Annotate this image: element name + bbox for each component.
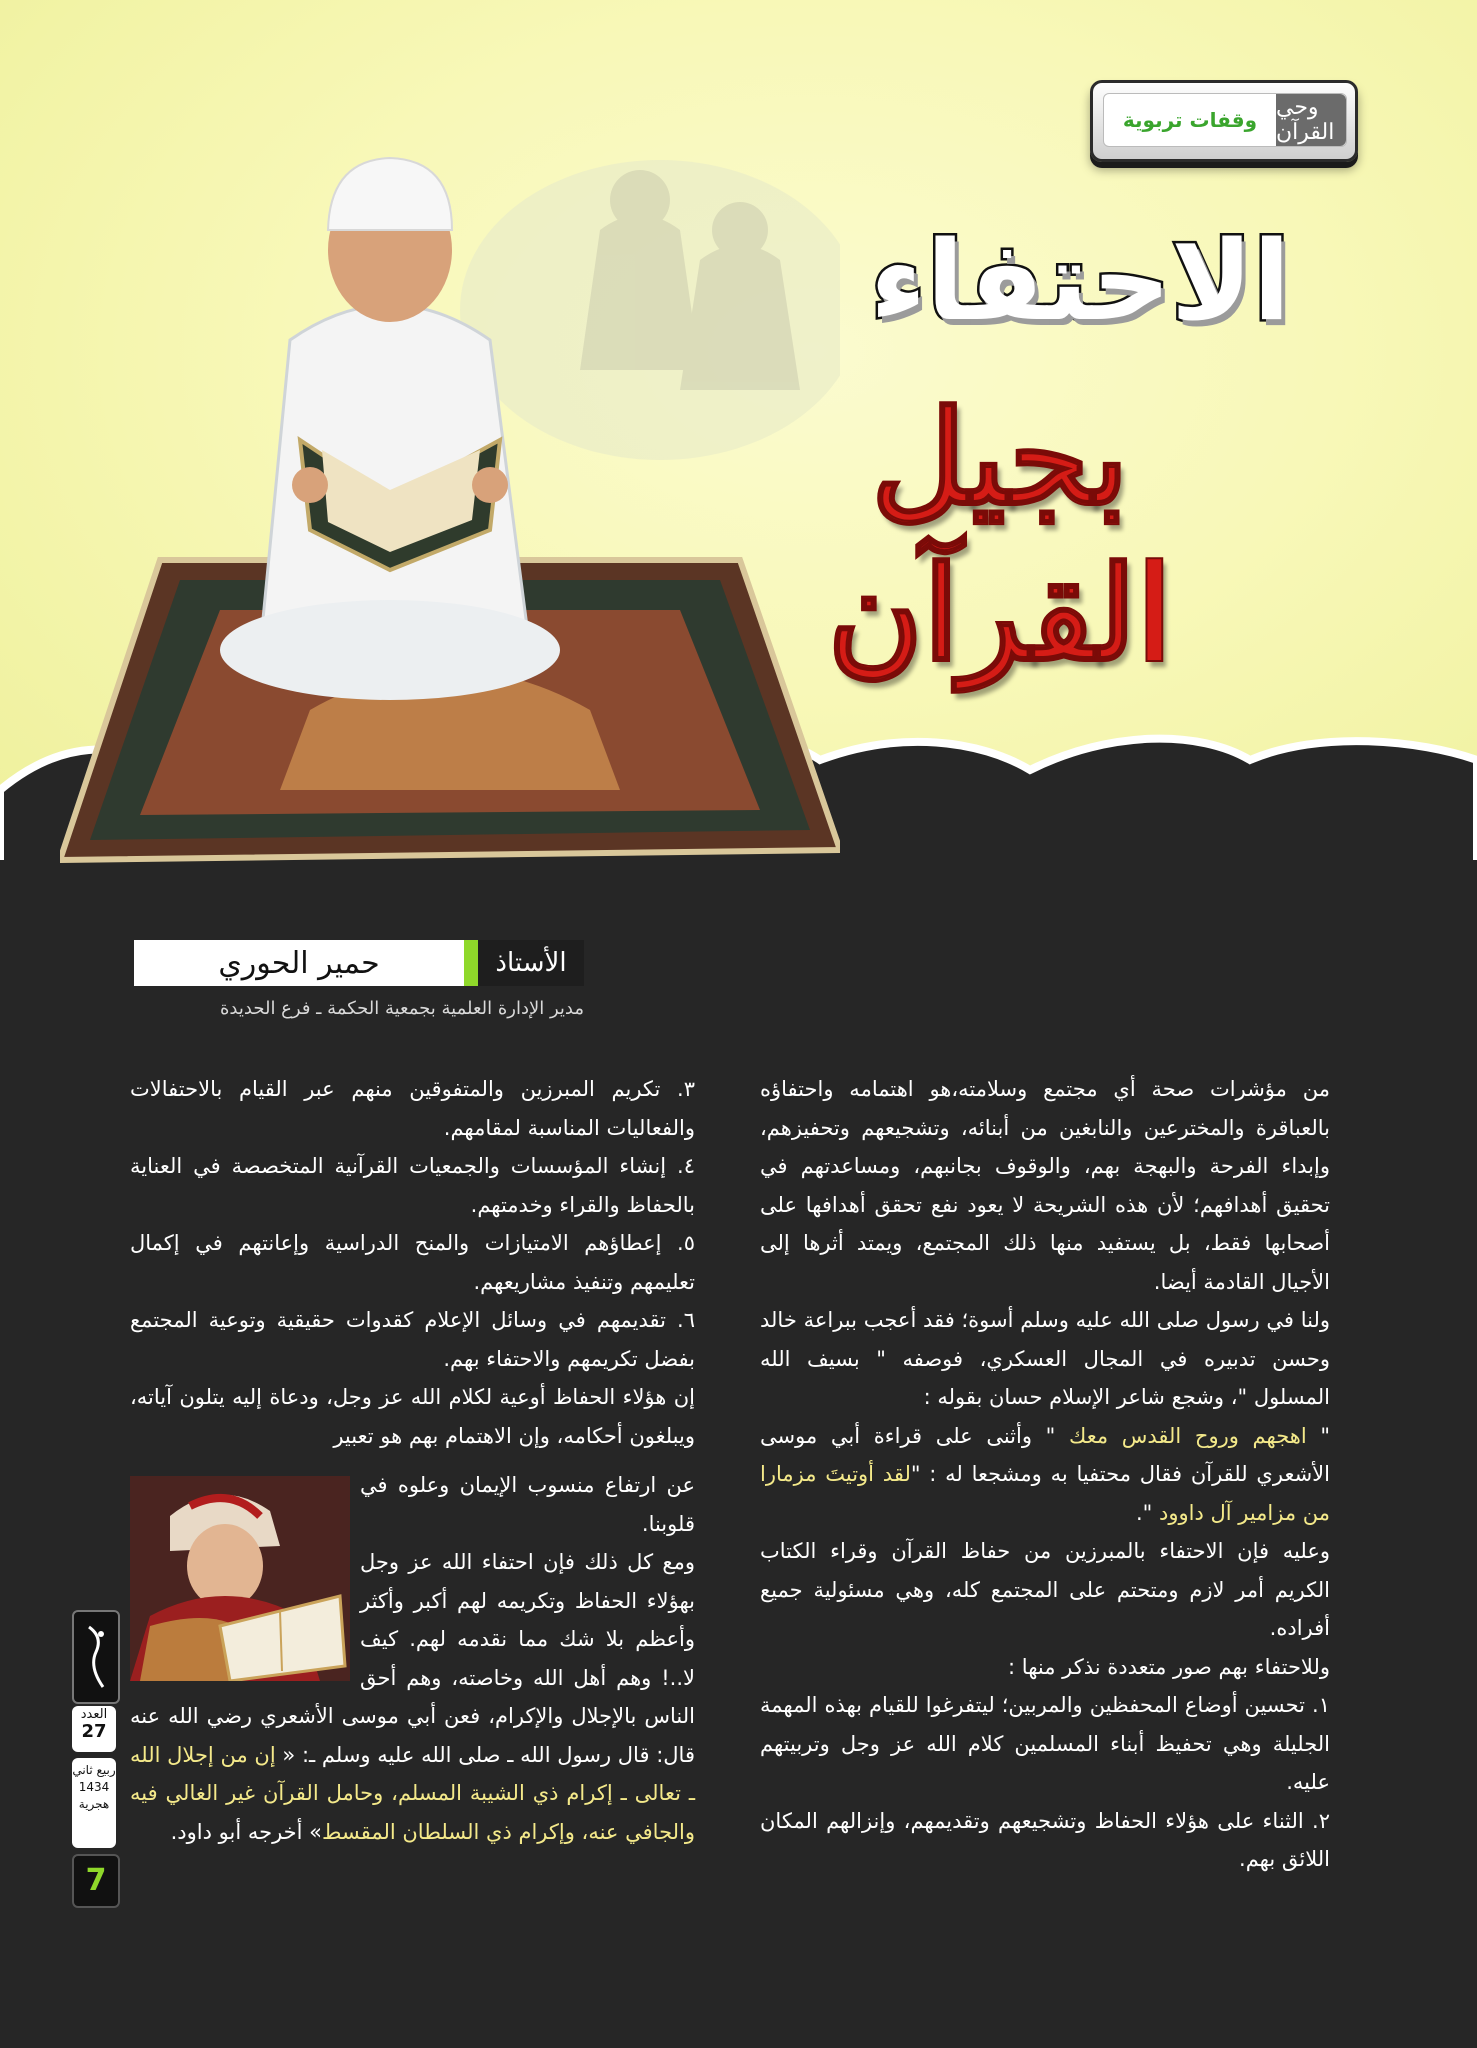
hadith-source: » أخرجه أبو داود. <box>170 1819 323 1844</box>
list-item: ٤. إنشاء المؤسسات والجمعيات القرآنية المتخصصة في العناية بالحفاظ والقراء وخدمتهم. <box>130 1154 695 1217</box>
section-badge-inner <box>1103 93 1347 147</box>
issue-number: 27 <box>81 1721 107 1742</box>
magazine-logo-tab <box>72 1610 120 1704</box>
paragraph: من مؤشرات صحة أي مجتمع وسلامته،هو اهتمامه واحتفاؤه بالعباقرة والمخترعين والنابغين من أبنائه، وتشجيعهم وتحفيزهم، وإبداء الفرحة والبهجة بهم، والوقوف بجانبهم، ومساعدتهم في تحقيق أهدافهم؛ لأن هذه الشريحة لا يعود نفع تحقق أهدافها على أصحابها فقط، بل يستفيد منها ذلك المجتمع، ويمتد أثرها إلى الأجيال القادمة أيضا. <box>760 1077 1330 1294</box>
hadith-highlight: إن من إجلال الله ـ تعالى ـ إكرام ذي الشيبة المسلم، وحامل القرآن غير الغالي فيه والجافي عنه، وإكرام ذي السلطان المقسط <box>130 1742 695 1844</box>
author-accent <box>464 940 478 986</box>
paragraph: وللاحتفاء بهم صور متعددة نذكر منها : <box>1008 1654 1330 1679</box>
issue-tab <box>72 1706 116 1752</box>
author-prefix: الأستاذ <box>478 940 584 986</box>
paragraph: ولنا في رسول صلى الله عليه وسلم أسوة؛ فقد أعجب ببراعة خالد وحسن تدبيره في المجال العسكري، فوصفه " بسيف الله المسلول "، وشجع شاعر الإسلام حسان بقوله : <box>760 1308 1330 1409</box>
paragraph: عن ارتفاع منسوب الإيمان وعلوه في قلوبنا. <box>360 1473 695 1536</box>
magazine-logo-icon <box>81 1622 111 1692</box>
paragraph: إن هؤلاء الحفاظ أوعية لكلام الله عز وجل، ودعاة إليه يتلون آياته، ويبلغون أحكامه، وإن الاهتمام بهم هو تعبير <box>130 1385 695 1448</box>
list-item: ٥. إعطاؤهم الامتيازات والمنح الدراسية وإعانتهم في إكمال تعليمهم وتنفيذ مشاريعهم. <box>130 1231 695 1294</box>
list-item: ٢. الثناء على هؤلاء الحفاظ وتشجيعهم وتقديمهم، وإنزالهم المكان اللائق بهم. <box>760 1808 1330 1871</box>
hadith-intro: ومع كل ذلك فإن احتفاء الله عز وجل بهؤلاء الحفاظ وتكريمه لهم أكبر وأكثر وأعظم بلا شك مما نقدمه لهم. كيف لا..! وهم أهل الله وخاصته، وهم أحق الناس بالإجلال والإكرام، فعن أبي موسى الأشعري رضي الله عنه قال: قال رسول الله ـ صلى الله عليه وسلم ـ: « <box>130 1550 695 1767</box>
section-badge <box>1090 80 1358 162</box>
article-column-left-top <box>130 1070 695 1455</box>
list-item: ١. تحسين أوضاع المحفظين والمربين؛ ليتفرغوا للقيام بهذه المهمة الجليلة وهي تحفيظ أبناء المسلمين كلام الله عز وجل وتربيتهم عليه. <box>760 1693 1330 1794</box>
child-reading-photo <box>130 1476 350 1681</box>
page-number: 7 <box>72 1854 120 1908</box>
title-line-1: الاحتفاء <box>870 217 1291 345</box>
quote-highlight: اهجهم وروح القدس معك <box>1069 1423 1307 1448</box>
list-item: ٣. تكريم المبرزين والمتفوقين منهم عبر القيام بالاحتفالات والفعاليات المناسبة لمقامهم. <box>130 1077 695 1140</box>
date-month: ربيع ثاني <box>72 1763 116 1777</box>
article-column-right <box>760 1070 1330 1879</box>
section-label: وقفات تربوية <box>1122 108 1258 132</box>
paragraph: وعليه فإن الاحتفاء بالمبرزين من حفاظ القرآن وقراء الكتاب الكريم أمر لازم ومتحتم على المجتمع كله، وهي مسئولية جميع أفراده. <box>760 1539 1330 1640</box>
author-name: حمير الحوري <box>134 940 464 986</box>
title-line-2: بجيل القرآن <box>827 381 1173 690</box>
issue-label: العدد <box>80 1707 108 1722</box>
author-role: مدير الإدارة العلمية بجمعية الحكمة ـ فرع الحديدة <box>220 998 584 1019</box>
list-item: ٦. تقديمهم في وسائل الإعلام كقدوات حقيقية وتوعية المجتمع بفضل تكريمهم والاحتفاء بهم. <box>130 1308 695 1371</box>
magazine-logo: وحي القرآن <box>1276 94 1346 146</box>
author-bar <box>134 940 584 990</box>
date-era: هجرية <box>78 1797 110 1811</box>
date-tab <box>72 1758 116 1848</box>
quote-highlight: لقد أوتيتَ مزمارا من مزامير آل داوود <box>760 1462 1330 1525</box>
paragraph-quotes: " اهجهم وروح القدس معك " وأثنى على قراءة أبي موسى الأشعري للقرآن فقال محتفيا به ومشجعا له : "لقد أوتيتَ مزمارا من مزامير آل داوود ". <box>760 1423 1331 1525</box>
date-year: 1434 <box>78 1780 110 1794</box>
